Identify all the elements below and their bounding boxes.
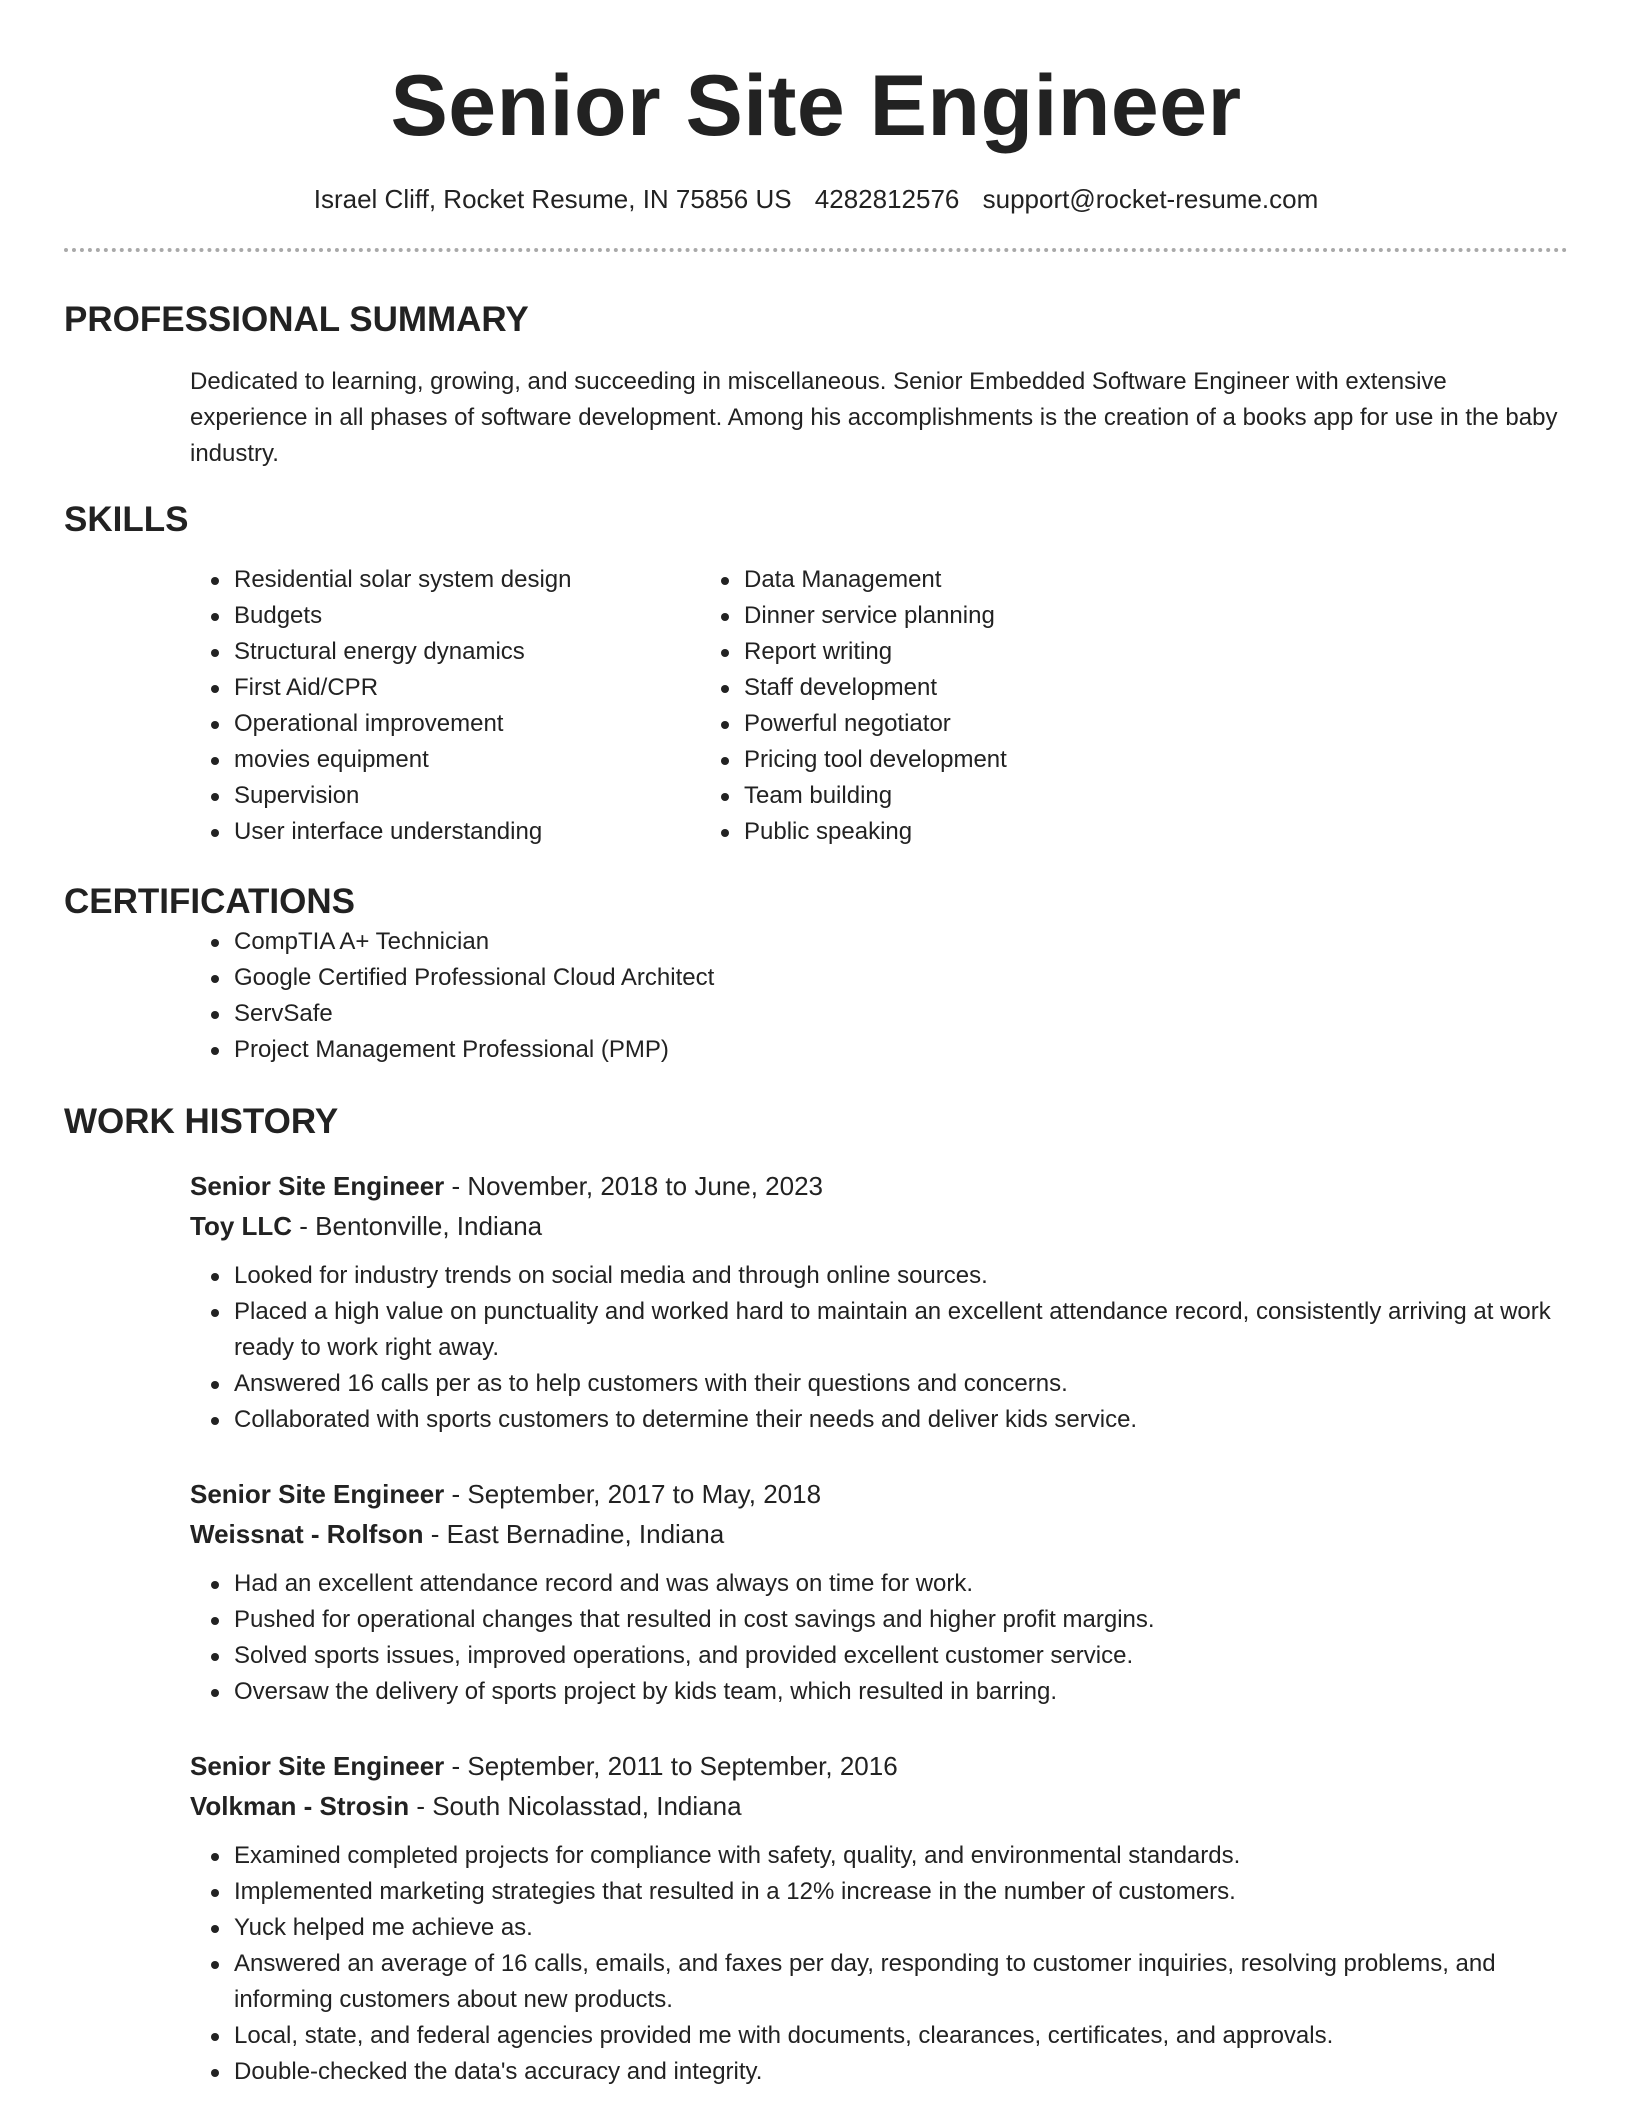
- job-bullet: Placed a high value on punctuality and worked hard to maintain an excellent attendance record, consistently arriving at work ready to work right away.: [234, 1294, 1568, 1366]
- job-entry: [190, 1746, 1568, 2090]
- certifications-list: [64, 924, 1568, 1068]
- job-bullet: Solved sports issues, improved operations, and provided excellent customer service.: [234, 1638, 1568, 1674]
- skill-item: Team building: [744, 778, 1007, 814]
- job-location: - East Bernadine, Indiana: [423, 1519, 725, 1549]
- skill-item: Budgets: [234, 598, 744, 634]
- skill-item: Operational improvement: [234, 706, 744, 742]
- job-bullet: Oversaw the delivery of sports project by kids team, which resulted in barring.: [234, 1674, 1568, 1710]
- job-bullets: [190, 1838, 1568, 2090]
- contact-phone: 4282812576: [814, 184, 960, 214]
- job-bullet: Looked for industry trends on social media and through online sources.: [234, 1258, 1568, 1294]
- skill-item: User interface understanding: [234, 814, 744, 850]
- summary-text: Dedicated to learning, growing, and succeeding in miscellaneous. Senior Embedded Software Engineer with extensive experience in all phases of software development. Among his accomplishments is the creation of a books app for use in the baby industry.: [190, 368, 1558, 467]
- job-title: Senior Site Engineer: [190, 1171, 445, 1201]
- job-company-line: [190, 1514, 1568, 1554]
- skill-item: Dinner service planning: [744, 598, 1007, 634]
- job-entry: [190, 1166, 1568, 1438]
- job-company-line: [190, 1786, 1568, 1826]
- skill-item: First Aid/CPR: [234, 670, 744, 706]
- job-bullet: Pushed for operational changes that resulted in cost savings and higher profit margins.: [234, 1602, 1568, 1638]
- certification-item: Project Management Professional (PMP): [234, 1032, 1568, 1068]
- job-bullet: Double-checked the data's accuracy and integrity.: [234, 2054, 1568, 2090]
- job-title: Senior Site Engineer: [190, 1751, 445, 1781]
- skills-list-right: [744, 562, 1007, 850]
- contact-email: support@rocket-resume.com: [982, 184, 1319, 214]
- skill-item: Data Management: [744, 562, 1007, 598]
- job-bullet: Collaborated with sports customers to determine their needs and deliver kids service.: [234, 1402, 1568, 1438]
- job-dates: - November, 2018 to June, 2023: [444, 1171, 823, 1201]
- skill-item: Supervision: [234, 778, 744, 814]
- job-bullet: Local, state, and federal agencies provided me with documents, clearances, certificates, and approvals.: [234, 2018, 1568, 2054]
- certification-item: Google Certified Professional Cloud Architect: [234, 960, 1568, 996]
- job-location: - Bentonville, Indiana: [292, 1211, 543, 1241]
- skill-item: Report writing: [744, 634, 1007, 670]
- job-title: Senior Site Engineer: [190, 1479, 445, 1509]
- job-bullet: Answered 16 calls per as to help customers with their questions and concerns.: [234, 1366, 1568, 1402]
- certifications-heading: CERTIFICATIONS: [64, 882, 356, 921]
- job-company: Weissnat - Rolfson: [190, 1519, 424, 1549]
- skill-item: Pricing tool development: [744, 742, 1007, 778]
- contact-line: [64, 182, 1568, 216]
- job-bullet: Yuck helped me achieve as.: [234, 1910, 1568, 1946]
- job-title-line: [190, 1474, 1568, 1514]
- skill-item: Structural energy dynamics: [234, 634, 744, 670]
- job-bullet: Examined completed projects for compliance with safety, quality, and environmental standards.: [234, 1838, 1568, 1874]
- resume-name: Senior Site Engineer: [390, 58, 1242, 154]
- job-entry: [190, 1474, 1568, 1710]
- job-title-line: [190, 1746, 1568, 1786]
- certification-item: ServSafe: [234, 996, 1568, 1032]
- skill-item: Staff development: [744, 670, 1007, 706]
- skills-heading: SKILLS: [64, 500, 189, 539]
- skills-list-left: [64, 562, 744, 850]
- job-company-line: [190, 1206, 1568, 1246]
- job-location: - South Nicolasstad, Indiana: [409, 1791, 742, 1821]
- job-bullet: Answered an average of 16 calls, emails, and faxes per day, responding to customer inquiries, resolving problems, and informing customers about new products.: [234, 1946, 1568, 2018]
- skill-item: movies equipment: [234, 742, 744, 778]
- job-bullet: Had an excellent attendance record and was always on time for work.: [234, 1566, 1568, 1602]
- contact-address: Israel Cliff, Rocket Resume, IN 75856 US: [313, 184, 792, 214]
- job-bullet: Implemented marketing strategies that resulted in a 12% increase in the number of customers.: [234, 1874, 1568, 1910]
- summary-heading: PROFESSIONAL SUMMARY: [64, 300, 529, 339]
- job-company: Toy LLC: [190, 1211, 293, 1241]
- skill-item: Powerful negotiator: [744, 706, 1007, 742]
- header-divider: [64, 248, 1568, 252]
- job-bullets: [190, 1566, 1568, 1710]
- job-bullets: [190, 1258, 1568, 1438]
- work-history-heading: WORK HISTORY: [64, 1102, 339, 1141]
- resume-header: [64, 0, 1568, 216]
- certification-item: CompTIA A+ Technician: [234, 924, 1568, 960]
- skill-item: Public speaking: [744, 814, 1007, 850]
- job-dates: - September, 2011 to September, 2016: [444, 1751, 898, 1781]
- job-dates: - September, 2017 to May, 2018: [444, 1479, 822, 1509]
- skill-item: Residential solar system design: [234, 562, 744, 598]
- job-title-line: [190, 1166, 1568, 1206]
- job-company: Volkman - Strosin: [190, 1791, 410, 1821]
- skills-columns: [64, 562, 1568, 850]
